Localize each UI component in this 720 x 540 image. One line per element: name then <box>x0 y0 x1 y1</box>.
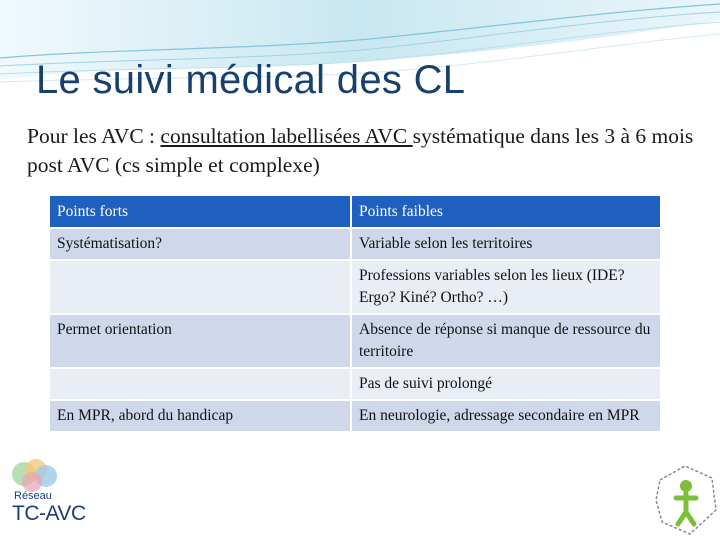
logo-line-1: Réseau <box>14 490 52 502</box>
table-cell: Absence de réponse si manque de ressource du territoire <box>352 315 660 367</box>
table-cell <box>50 369 350 399</box>
slide-title: Le suivi médical des CL <box>36 58 466 102</box>
table-row <box>50 401 660 431</box>
table-cell: En neurologie, adressage secondaire en MPR <box>352 401 660 431</box>
comparison-table <box>48 194 662 433</box>
table-cell: Pas de suivi prolongé <box>352 369 660 399</box>
table-cell: Professions variables selon les lieux (IDE? Ergo? Kiné? Ortho? …) <box>352 261 660 313</box>
table-row <box>50 315 660 367</box>
table-cell: Systématisation? <box>50 229 350 259</box>
header-points-forts: Points forts <box>50 196 350 227</box>
table-row <box>50 261 660 313</box>
header-points-faibles: Points faibles <box>352 196 660 227</box>
table-row <box>50 229 660 259</box>
table-cell: Permet orientation <box>50 315 350 367</box>
intro-text-start: Pour les AVC : <box>27 124 161 148</box>
reseau-tc-avc-logo <box>4 458 104 540</box>
table-header-row <box>50 196 660 227</box>
table-row <box>50 369 660 399</box>
intro-text-end: systématique dans les 3 à 6 mois post AVC (cs simple et complexe) <box>27 124 694 177</box>
table-cell: Variable selon les territoires <box>352 229 660 259</box>
intro-paragraph <box>27 122 707 180</box>
table-cell <box>50 261 350 313</box>
logo-line-2: TC-AVC <box>12 502 86 525</box>
intro-underlined-text: consultation labellisées AVC <box>160 124 413 148</box>
network-care-logo-icon <box>650 460 720 540</box>
table-cell: En MPR, abord du handicap <box>50 401 350 431</box>
